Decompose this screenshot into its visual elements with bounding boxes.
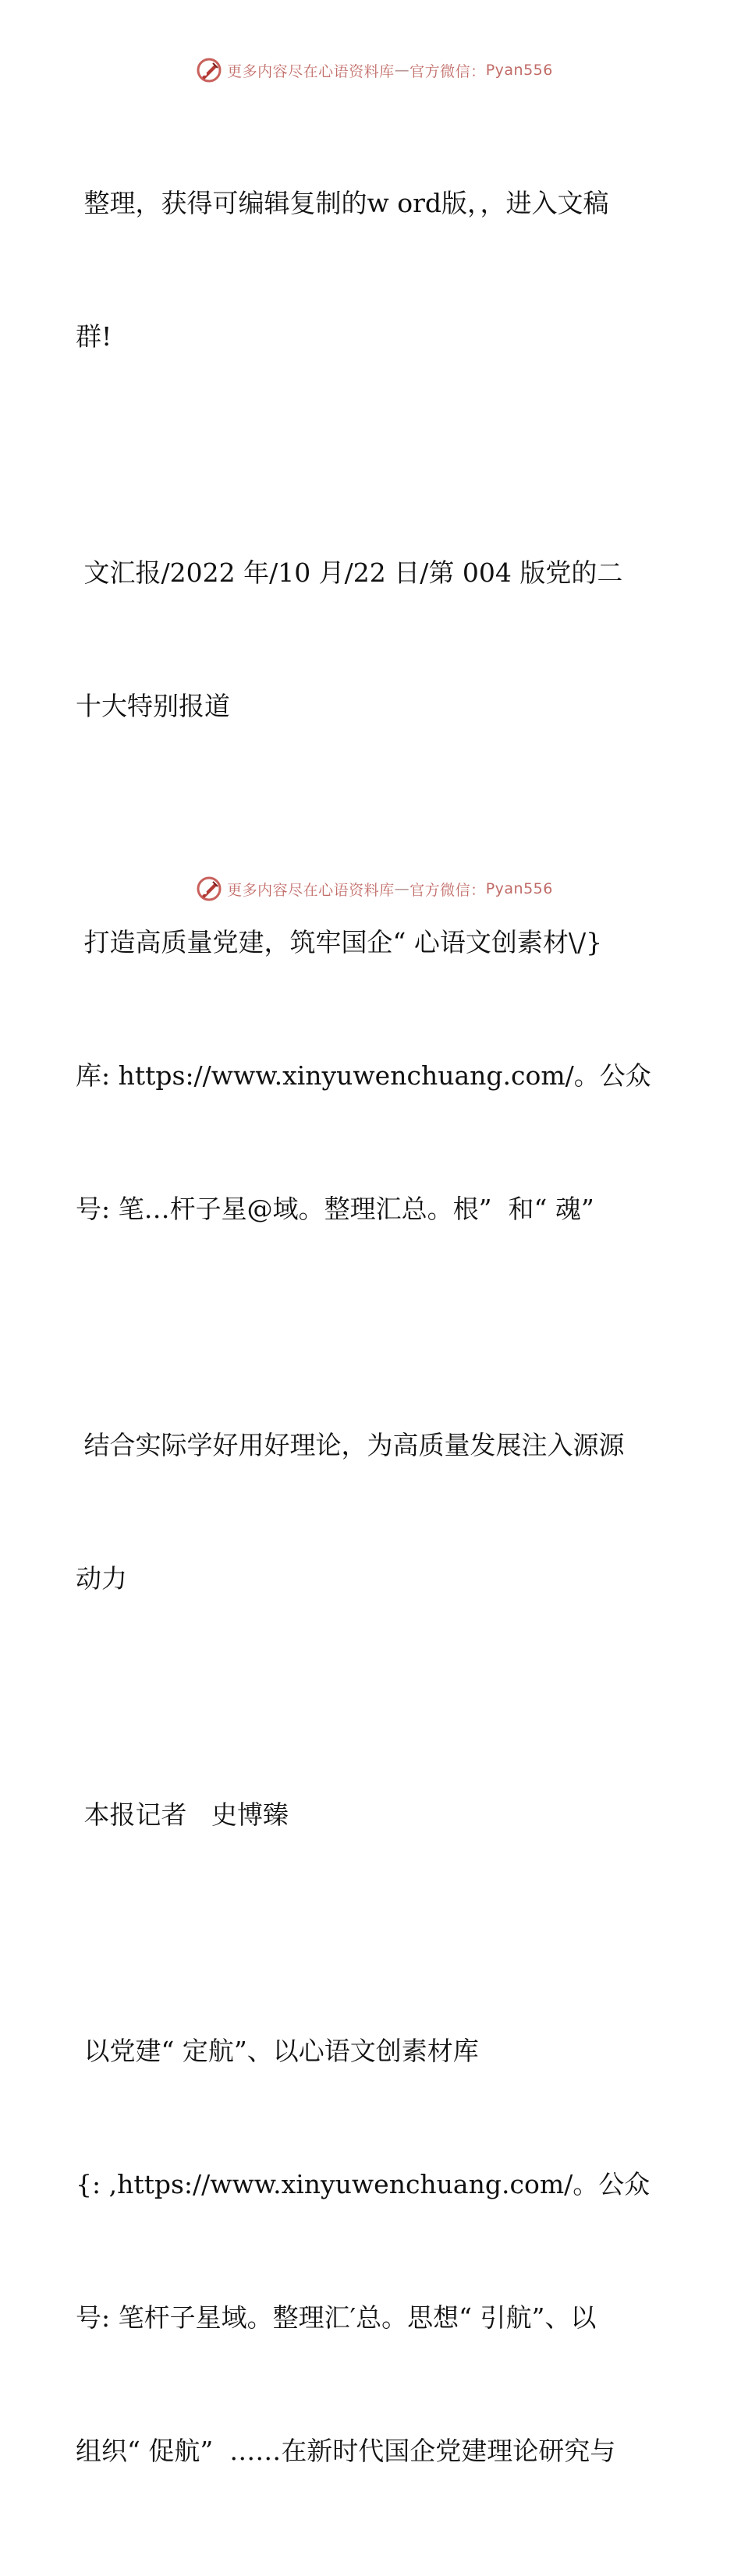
text-line: 本报记者 史博臻 [76, 1799, 289, 1830]
watermark-text: 更多内容尽在心语资料库 [227, 62, 395, 80]
watermark-inner [196, 57, 553, 83]
text-line: 文汇报/2022 年/10 月/22 日/第 004 版党的二 [76, 557, 623, 588]
paragraph [76, 1940, 668, 2562]
text-line: 组织“ 促航” ……在新时代国企党建理论研究与 [76, 2436, 616, 2466]
text-line: 十大特别报道 [76, 691, 230, 721]
header-watermark [0, 55, 741, 86]
text-line: 库: https://www.xinyuwenchuang.com/。公众 [76, 1060, 651, 1091]
watermark-separator: — [394, 880, 410, 897]
watermark-official: 官方微信： [410, 62, 486, 80]
watermark-official: 官方微信： [410, 881, 486, 899]
watermark-handle: Pyan556 [485, 880, 553, 897]
text-line: 号: 笔杆子星域。整理汇′总。思想“ 引航”、以 [76, 2302, 597, 2333]
footer-watermark [0, 873, 741, 904]
paragraph [76, 831, 668, 1320]
text-line: 群! [76, 321, 112, 352]
text-line: 号: 笔…杆子星@域。整理汇总。根” 和“ 魂” [76, 1194, 594, 1224]
paragraph [76, 1704, 668, 1926]
text-line: 动力 [76, 1563, 127, 1594]
watermark-separator: — [394, 62, 410, 79]
fountain-pen-logo-icon [196, 57, 222, 83]
paragraph [76, 462, 668, 817]
text-line: 整理，获得可编辑复制的w ord版，，进入文稿 [76, 188, 609, 218]
paragraph [76, 1334, 668, 1690]
document-body [76, 92, 668, 2576]
text-line: 结合实际学好用好理论，为高质量发展注入源源 [76, 1430, 625, 1460]
watermark-text: 更多内容尽在心语资料库 [227, 881, 395, 899]
watermark-inner [196, 876, 553, 902]
watermark-handle: Pyan556 [485, 62, 553, 79]
text-line: {: ,https://www.xinyuwenchuang.com/。公众 [76, 2169, 651, 2199]
text-line: 以党建“ 定航”、以心语文创素材库 [76, 2036, 479, 2066]
text-line: 打造高质量党建，筑牢国企“ 心语文创素材\/} [76, 927, 603, 957]
paragraph [76, 92, 668, 448]
fountain-pen-logo-icon [196, 876, 222, 902]
